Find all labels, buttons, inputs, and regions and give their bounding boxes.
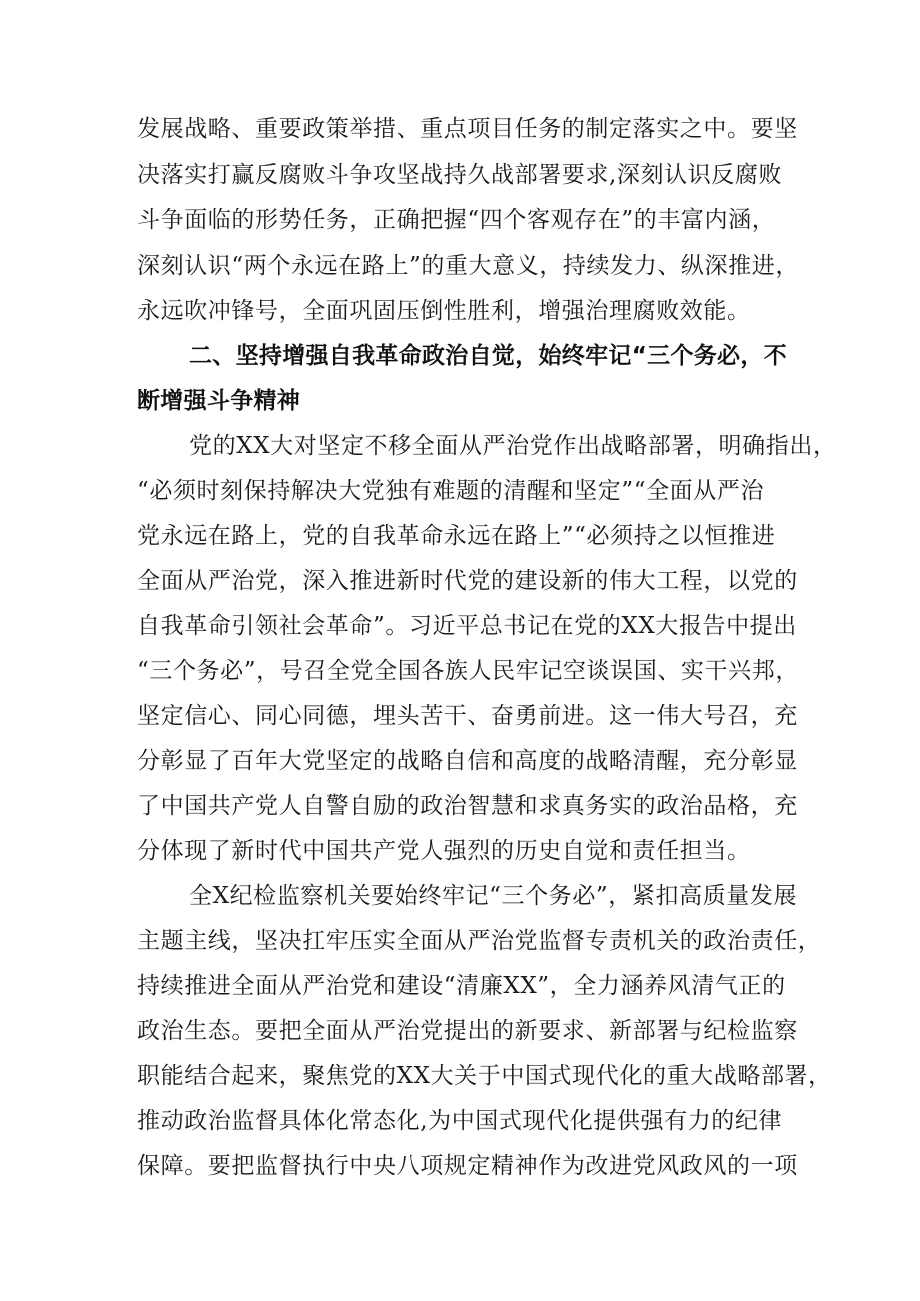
paragraph-line: 保障。要把监督执行中央八项规定精神作为改进党风政风的一项 (137, 1153, 798, 1179)
paragraph-line: 党永远在路上，党的自我革命永远在路上”“必须持之以恒推进 (137, 523, 776, 549)
paragraph-line: 坚定信心、同心同德，埋头苦干、奋勇前进。这一伟大号召，充 (137, 703, 798, 729)
paragraph-line: “三个务必”，号召全党全国各族人民牢记空谈误国、实干兴邦， (137, 658, 799, 684)
paragraph-line: 自我革命引领社会革命”。习近平总书记在党的XX大报告中提出 (137, 613, 797, 639)
paragraph-line: 职能结合起来，聚焦党的XX大关于中国式现代化的重大战略部署， (137, 1063, 832, 1089)
paragraph-line: “必须时刻保持解决大党独有难题的清醒和坚定”“全面从严治 (137, 478, 765, 504)
paragraph-line: 斗争面临的形势任务，正确把握“四个客观存在”的丰富内涵， (137, 207, 776, 233)
paragraph-line: 全面从严治党，深入推进新时代党的建设新的伟大工程，以党的 (137, 568, 798, 594)
paragraph-line: 全X纪检监察机关要始终牢记“三个务必”，紧扣高质量发展 (189, 883, 798, 909)
paragraph-line: 深刻认识“两个永远在路上”的重大意义，持续发力、纵深推进， (137, 253, 799, 279)
paragraph-line: 分彰显了百年大党坚定的战略自信和高度的战略清醒，充分彰显 (137, 748, 798, 774)
section-heading: 二、坚持增强自我革命政治自觉，始终牢记“三个务必，不 (189, 343, 787, 369)
paragraph-line: 发展战略、重要政策举措、重点项目任务的制定落实之中。要坚 (137, 116, 798, 142)
paragraph-line: 政治生态。要把全面从严治党提出的新要求、新部署与纪检监察 (137, 1018, 798, 1044)
section-heading: 断增强斗争精神 (137, 388, 301, 414)
paragraph-line: 了中国共产党人自警自励的政治智慧和求真务实的政治品格，充 (137, 793, 798, 819)
paragraph-line: 分体现了新时代中国共产党人强烈的历史自觉和责任担当。 (137, 838, 751, 864)
paragraph-line: 决落实打赢反腐败斗争攻坚战持久战部署要求,深刻认识反腐败 (137, 162, 783, 188)
paragraph-line: 推动政治监督具体化常态化,为中国式现代化提供强有力的纪律 (137, 1108, 783, 1134)
paragraph-line: 党的XX大对坚定不移全面从严治党作出战略部署，明确指出， (189, 433, 837, 459)
paragraph-line: 持续推进全面从严治党和建设“清廉XX”，全力涵养风清气正的 (137, 973, 786, 999)
paragraph-line: 永远吹冲锋号，全面巩固压倒性胜利，增强治理腐败效能。 (137, 298, 751, 324)
paragraph-line: 主题主线，坚决扛牢压实全面从严治党监督专责机关的政治责任， (137, 928, 822, 954)
